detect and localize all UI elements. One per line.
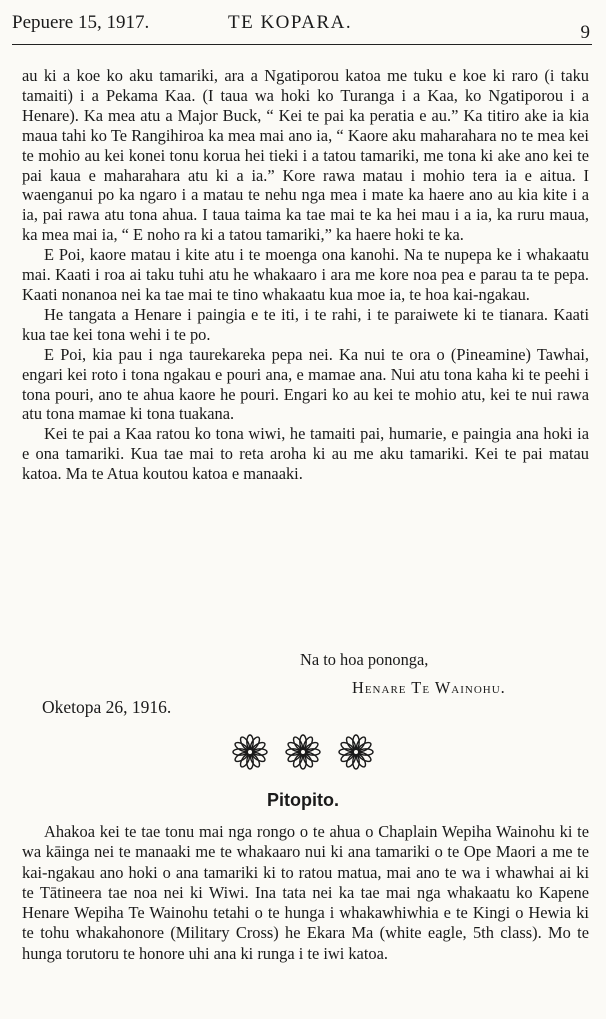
letter-paragraph: Kei te pai a Kaa ratou ko tona wiwi, he tamaiti pai, humarie, e paingia ana hoki ia e ona tamariki. Kua tae mai to reta aroha ki au me aku tamariki. Kei te pai matau katoa. Ma te Atua koutou katoa e manaaki. <box>22 424 589 484</box>
letter-paragraph: au ki a koe ko aku tamariki, ara a Ngatiporou katoa me tuku e koe ki raro (i taku tamaiti) i a Pekama Kaa. (I taua wa hoki ko Turanga i a Kaa, ko Ngatiporou i a Henare). Ka mea atu a Major Buck, “ Kei te pai ka peratia e au.” Ka titiro ake ia kia maua tahi ko Te Rangihiroa ka mea mai ano ia, “ Kaore aku maharahara no te mea kei te mohio au kei konei tonu korua hei tieki i a tatou tamariki, me tona ki ake ano kei te pai kaua e maharahara atu ki a ia.” Kore rawa matau i mohio tera ia e aitua. I waenganui po ka ngaro i a matau te nehu nga mea i mate ka haere ano au kia kite i a ia, pai rawa atu tona ahua. I taua taima ka tae mai te ka hei mau i a ia, ka ruru maua, ka mea mai ia, “ E noho ra ki a tatou tamariki,” ka haere hoki te ka. <box>22 66 589 245</box>
page-header <box>12 10 592 45</box>
section-title: Pitopito. <box>267 790 339 810</box>
letter-paragraph: E Poi, kia pau i nga taurekareka pepa nei. Ka nui te ora o (Pineamine) Tawhai, engari kei roto i tona ngakau e pouri ana, e mamae ana. Nui atu tona kaha ki te peehi i tona pouri, ano te ahua kaore he pouri. Engari ko au kei te mohio atu, kei te nui rawa atu tona mamae ki tona tuakana. <box>22 344 589 424</box>
flower-ornament-icon <box>338 734 374 770</box>
header-title: TE KOPARA. <box>228 12 353 33</box>
section-paragraph: Ahakoa kei te tae tonu mai nga rongo o te ahua o Chaplain Wepiha Wainohu ki te wa kāinga nei te manaaki me te whakaaro nui ki ana tamariki o te Ope Maori a me te kai-ngakau ano hoki o ana tamariki ki to ratou matua, mai ano te wa i whawhai ai ki te Tātineera tae noa nei ki Wiwi. Ina tata nei ka tae mai nga whakaatu ko Kapene Henare Wepiha Te Wainohu tetahi o te hunga i whakawhiwhia e te Kingi o Hewia ki te tohu whakahonore (Military Cross) he Ekara Ma (white eagle, 5th class). Mo te hunga torutoru te honore uhi ana ki runga i te iwi katoa. <box>22 822 589 963</box>
page-number: 9 <box>580 22 590 43</box>
flower-ornament-icon <box>285 734 321 770</box>
letter-dateline: Oketopa 26, 1916. <box>42 697 172 717</box>
letter-paragraph: E Poi, kaore matau i kite atu i te moenga ona kanohi. Na te nupepa ke i whakaatu mai. Kaati i roa ai taku tuhi atu he whakaaro i ara me kore noa pea e parau ta te pepa. Kaati nonanoa nei ka tae mai te tino whakaatu kua moe ia, te hoa kai-ngakau. <box>22 245 589 304</box>
section-body <box>22 822 589 964</box>
letter-body <box>22 66 589 484</box>
letter-paragraph: He tangata a Henare i paingia e te iti, i te rahi, i te paraiwete ki te tianara. Kaati kua tae kei tona wehi i te po. <box>22 304 589 344</box>
letter-signoff: Na to hoa pononga, <box>300 650 429 669</box>
ornament-divider <box>0 734 606 774</box>
flower-ornament-icon <box>232 734 268 770</box>
header-date: Pepuere 15, 1917. <box>12 12 150 33</box>
letter-signer: Henare Te Wainohu. <box>352 678 506 697</box>
